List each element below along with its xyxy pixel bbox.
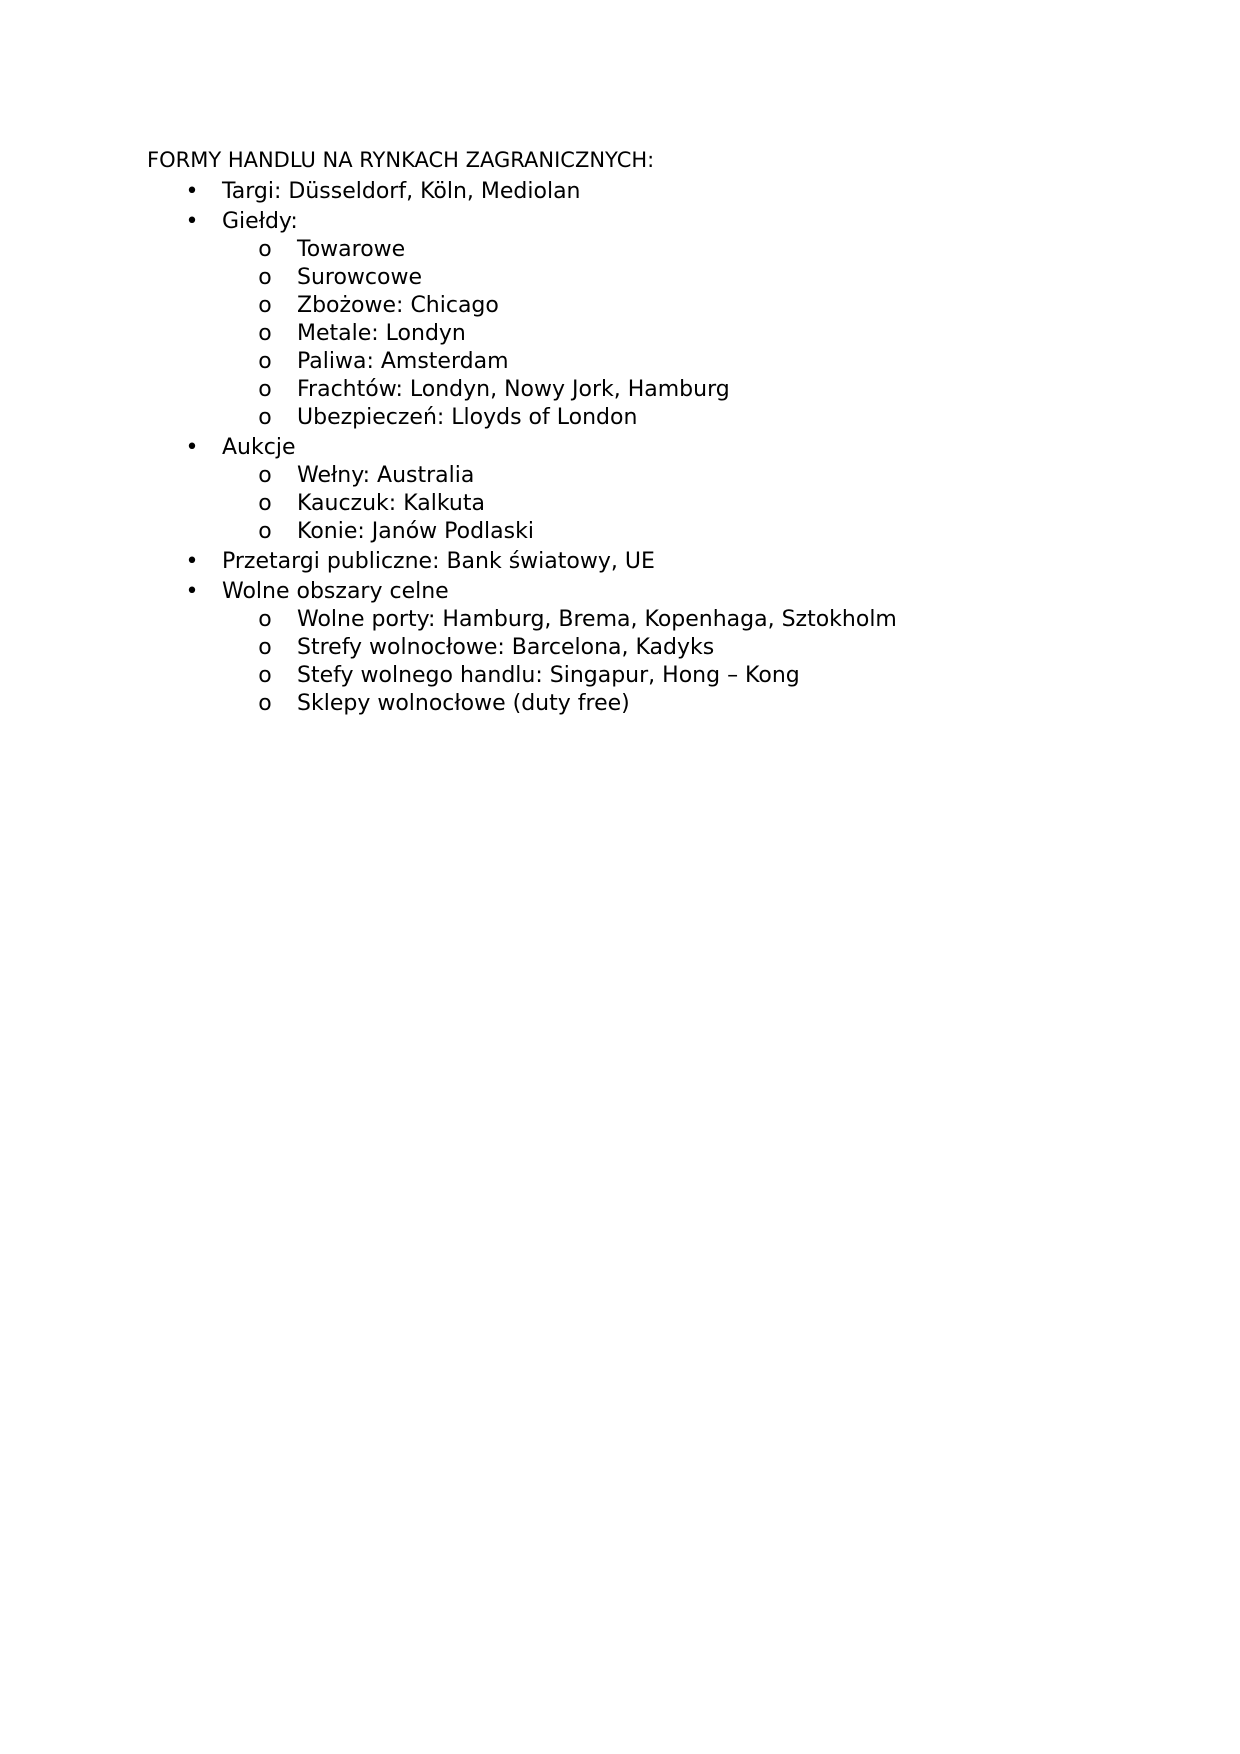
- bullet-icon: •: [185, 435, 199, 460]
- sub-bullet-icon: o: [258, 405, 272, 430]
- sub-list-item-text: Wełny: Australia: [297, 463, 475, 488]
- sub-list-item-text: Paliwa: Amsterdam: [297, 349, 509, 374]
- sub-list-item-text: Surowcowe: [297, 265, 423, 290]
- sub-bullet-icon: o: [258, 463, 272, 488]
- sub-bullet-icon: o: [258, 519, 272, 544]
- sub-list-item-text: Metale: Londyn: [297, 321, 466, 346]
- sub-list-item-text: Wolne porty: Hamburg, Brema, Kopenhaga, Sztokholm: [297, 607, 897, 632]
- sub-bullet-icon: o: [258, 491, 272, 516]
- sub-list-item-text: Zbożowe: Chicago: [297, 293, 499, 318]
- sub-list-item-text: Konie: Janów Podlaski: [297, 519, 534, 544]
- sub-bullet-icon: o: [258, 607, 272, 632]
- document-title: FORMY HANDLU NA RYNKACH ZAGRANICZNYCH:: [147, 148, 655, 172]
- sub-bullet-icon: o: [258, 237, 272, 262]
- sub-bullet-icon: o: [258, 635, 272, 660]
- list-item-text: Giełdy:: [222, 209, 298, 234]
- list-item-text: Targi: Düsseldorf, Köln, Mediolan: [222, 179, 581, 204]
- sub-list-item-text: Frachtów: Londyn, Nowy Jork, Hamburg: [297, 377, 730, 402]
- sub-bullet-icon: o: [258, 265, 272, 290]
- sub-bullet-icon: o: [258, 663, 272, 688]
- list-item-text: Przetargi publiczne: Bank światowy, UE: [222, 549, 655, 574]
- sub-list-item-text: Ubezpieczeń: Lloyds of London: [297, 405, 638, 430]
- sub-bullet-icon: o: [258, 377, 272, 402]
- sub-bullet-icon: o: [258, 293, 272, 318]
- sub-list-item-text: Sklepy wolnocłowe (duty free): [297, 691, 630, 716]
- list-item-text: Aukcje: [222, 435, 296, 460]
- bullet-icon: •: [185, 179, 199, 204]
- bullet-icon: •: [185, 549, 199, 574]
- sub-list-item-text: Towarowe: [297, 237, 406, 262]
- list-item-text: Wolne obszary celne: [222, 579, 449, 604]
- sub-list-item-text: Stefy wolnego handlu: Singapur, Hong – Kong: [297, 663, 800, 688]
- sub-bullet-icon: o: [258, 349, 272, 374]
- sub-list-item-text: Kauczuk: Kalkuta: [297, 491, 485, 516]
- sub-bullet-icon: o: [258, 321, 272, 346]
- bullet-icon: •: [185, 209, 199, 234]
- sub-list-item-text: Strefy wolnocłowe: Barcelona, Kadyks: [297, 635, 715, 660]
- sub-bullet-icon: o: [258, 691, 272, 716]
- bullet-icon: •: [185, 579, 199, 604]
